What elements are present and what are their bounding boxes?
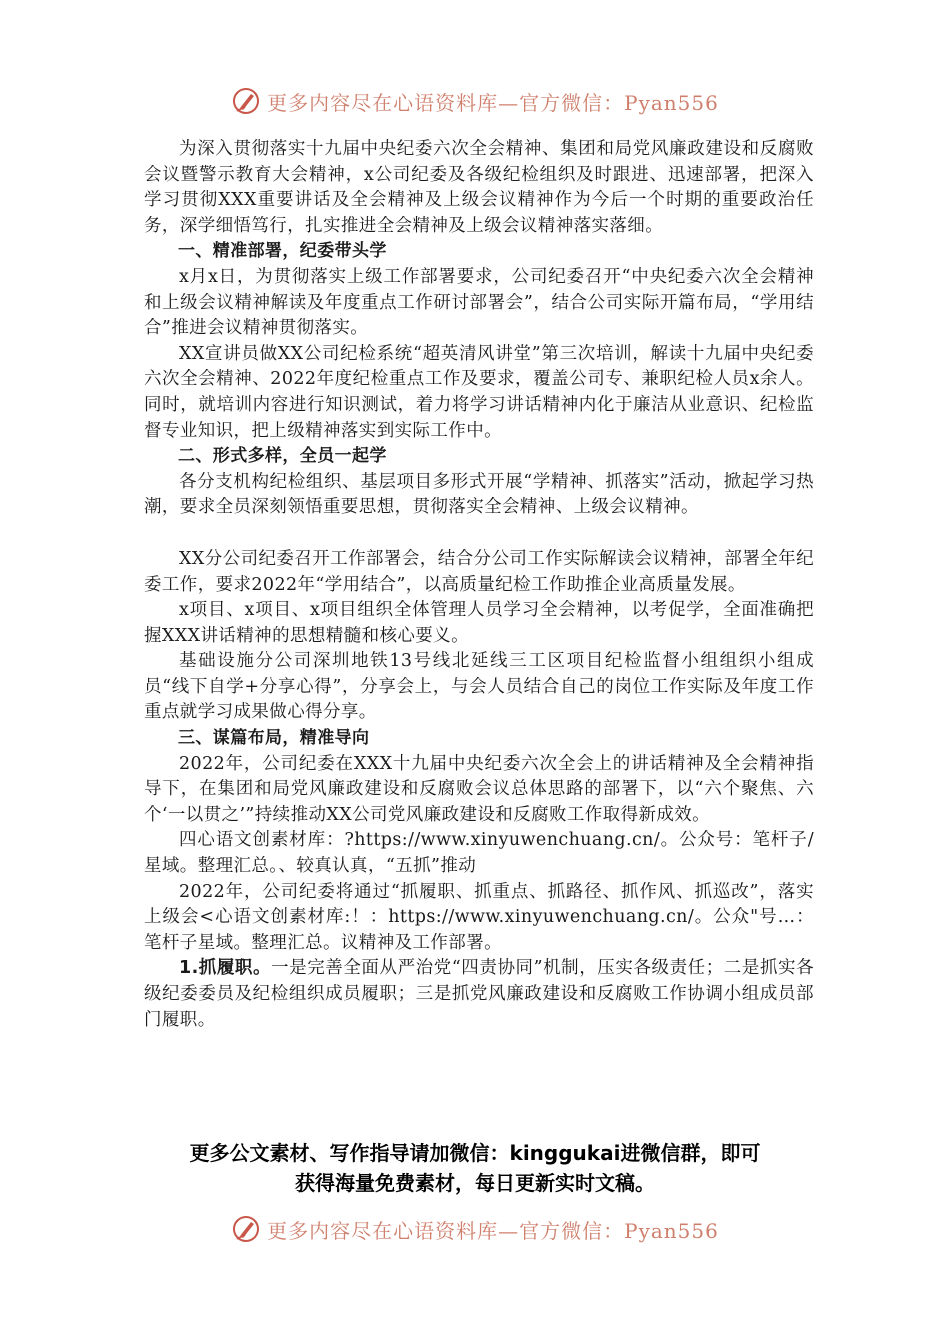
footer-line-2: 获得海量免费素材，每日更新实时文稿。: [295, 1171, 655, 1195]
paragraph-4: XX分公司纪委召开工作部署会，结合分公司工作实际解读会议精神，部署全年纪委工作，要求2022年“学用结合”，以高质量纪检工作助推企业高质量发展。: [144, 548, 814, 595]
section-heading-1: 一、精准部署，纪委带头学: [178, 241, 387, 262]
paragraph-6: 基础设施分公司深圳地铁13号线北延线三工区项目纪检监督小组组织小组成员“线下自学+分享心得”，分享会上，与会人员结合自己的岗位工作实际及年度工作重点就学习成果做心得分享。: [144, 651, 814, 723]
pen-logo-icon: [231, 1214, 261, 1244]
section-heading-2: 二、形式多样，全员一起学: [178, 446, 387, 467]
paragraph-1: x月x日，为贯彻落实上级工作部署要求，公司纪委召开“中央纪委六次全会精神和上级会议精神解读及年度重点工作研讨部署会”，结合公司实际开篇布局，“学用结合”推进会议精神贯彻落实。: [144, 266, 814, 339]
paragraph-7: 2022年，公司纪委在XXX十九届中央纪委六次全会上的讲话精神及全会精神指导下，在集团和局党风廉政建设和反腐败会议总体思路的部署下，以“六个聚焦、六个‘一以贯之’”持续推动XX公司党风廉政建设和反腐败工作取得新成效。: [144, 753, 814, 825]
paragraph-10-text: 一是完善全面从严治党“四责协同”机制，压实各级责任；二是抓实各级纪委委员及纪检组织成员履职；三是抓党风廉政建设和反腐败工作协调小组成员部门履职。: [144, 958, 814, 1030]
blank-line: [144, 521, 814, 547]
paragraph-8: 四心语文创素材库：?https://www.xinyuwenchuang.cn/。公众号：笔杆子/星域。整理汇总。、较真认真，“五抓”推动: [144, 830, 814, 877]
paragraph-10-lead: 1.抓履职。: [179, 958, 272, 979]
watermark-text: 更多内容尽在心语资料库—官方微信：Pyan556: [267, 90, 719, 115]
section-heading-3: 三、谋篇布局，精准导向: [178, 728, 370, 749]
paragraph-3: 各分支机构纪检组织、基层项目多形式开展“学精神、抓落实”活动，掀起学习热潮，要求全员深刻领悟重要思想，贯彻落实全会精神、上级会议精神。: [144, 471, 814, 518]
footer-note: [0, 1138, 950, 1198]
paragraph-5: x项目、x项目、x项目组织全体管理人员学习全会精神，以考促学，全面准确把握XXX讲话精神的思想精髓和核心要义。: [144, 600, 814, 646]
footer-watermark: [0, 1206, 950, 1252]
document-body: [144, 137, 814, 1033]
pen-logo-icon: [231, 86, 261, 116]
paragraph-9: 2022年，公司纪委将通过“抓履职、抓重点、抓路径、抓作风、抓巡改”，落实上级会<心语文创素材库:！：https://www.xinyuwenchuang.cn/。公众"号…：笔杆子星域。整理汇总。议精神及工作部署。: [144, 881, 814, 953]
watermark-text: 更多内容尽在心语资料库—官方微信：Pyan556: [267, 1218, 719, 1243]
footer-line-1: 更多公文素材、写作指导请加微信：kinggukai进微信群，即可: [189, 1141, 761, 1165]
header-watermark: [0, 78, 950, 124]
intro-paragraph: 为深入贯彻落实十九届中央纪委六次全会精神、集团和局党风廉政建设和反腐败会议暨警示教育大会精神，x公司纪委及各级纪检组织及时跟进、迅速部署，把深入学习贯彻XXX重要讲话及全会精神及上级会议精神作为今后一个时期的重要政治任务，深学细悟笃行，扎实推进全会精神及上级会议精神落实落细。: [144, 139, 814, 236]
paragraph-2: XX宣讲员做XX公司纪检系统“超英清风讲堂”第三次培训，解读十九届中央纪委六次全会精神、2022年度纪检重点工作及要求，覆盖公司专、兼职纪检人员x余人。同时，就培训内容进行知识测试，着力将学习讲话精神内化于廉洁从业意识、纪检监督专业知识，把上级精神落实到实际工作中。: [144, 343, 814, 441]
paragraph-10: [144, 956, 814, 1033]
